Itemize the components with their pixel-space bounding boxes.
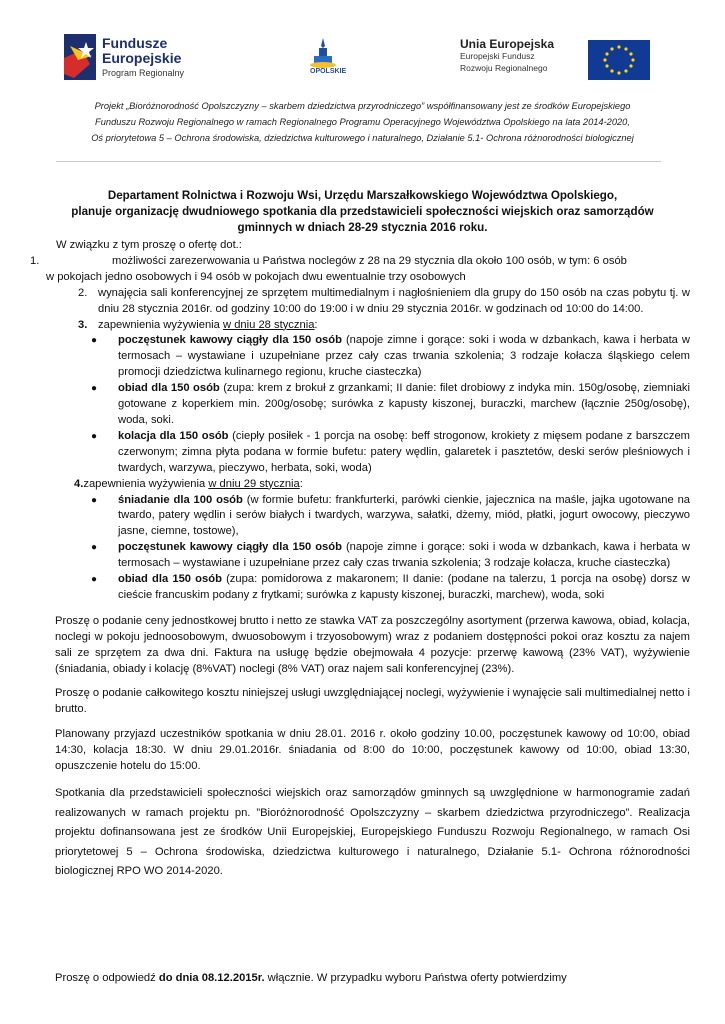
bullet-bold: kolacja dla 150 osób xyxy=(118,429,229,442)
final-paragraph xyxy=(55,970,683,986)
heading-line: planuje organizację dwudniowego spotkania dla przedstawicieli społeczności wiejskich oraz samorządów xyxy=(71,205,654,218)
bullet-icon: ● xyxy=(91,383,98,395)
bullet-icon: ● xyxy=(91,542,98,554)
item-text: wynajęcia sali konferencyjnej ze sprzętem multimedialnym i nagłośnieniem dla grupy do 150 osób na czas pobytu tj. w dniu 28 stycznia 2016r. od godziny 10:00 do 19:00 i w dniu 29 stycznia 2016r. w godzinach od 10:00 do 14:00. xyxy=(98,286,690,315)
paragraph: Spotkania dla przedstawicieli społeczności wiejskich oraz samorządów gminnych są uwzględnione w harmonogramie zadań realizowanych w ramach projektu pn. ”Bioróżnorodność Opolszczyzny – skarbem dziedzictwa przyrodniczego”. Realizacja projektu dofinansowana jest ze środków Unii Europejskiej, Europejskiego Funduszu Rozwoju Regionalnego, w ramach Osi priorytetowej 5 – Ochrona środowiska, dziedzictwa kulturowego i naturalnego, Działanie 5.1- Ochrona różnorodności biologicznej RPO WO 2014-2020. xyxy=(55,787,690,877)
bullet-bold: obiad dla 150 osób xyxy=(118,573,222,586)
fe-title-2: Europejskie xyxy=(102,50,182,66)
list-item-1-continuation: w pokojach jedno osobowych i 94 osób w pokojach dwu ewentualnie trzy osobowych xyxy=(46,270,466,283)
ue-title: Unia Europejska xyxy=(460,37,555,51)
bullet-text: (napoje zimne i gorące: soki i woda w dzbankach, kawa i herbata w termosach – wystawiane i uzupełniane przez cały czas trwania szkolenia; 3 rodzaje kołacza, kruche ciasteczka) xyxy=(118,541,690,570)
opolskie-logo xyxy=(292,38,364,88)
project-line: Oś priorytetowa 5 – Ochrona środowiska, dziedzictwa kulturowego i naturalnego, Działanie 5.1- Ochrona różnorodności biologicznej xyxy=(91,133,634,143)
bullet-item xyxy=(91,381,690,429)
bullet-bold: obiad dla 150 osób xyxy=(118,382,220,395)
project-line: Funduszu Rozwoju Regionalnego w ramach Regionalnego Programu Operacyjnego Województwa Opolskiego na lata 2014-2020, xyxy=(95,117,630,127)
bullet-item xyxy=(91,572,690,604)
ue-text xyxy=(460,38,554,74)
list-item-4 xyxy=(74,477,690,493)
list-item-1 xyxy=(30,254,690,270)
item-date: w dniu 29 stycznia xyxy=(208,477,300,490)
paragraph: Proszę o podanie ceny jednostkowej brutto i netto ze stawka VAT za poszczególny asortyment (przerwa kawowa, obiad, kolacja, noclegi w pokoju jednoosobowym, dwuosobowym i trzyosobowym) wraz z podaniem dostępności pokoi oraz kosztu za najem sali ze sprzętem za dwa dni. Faktura na usługę będzie obejmowała 4 pozycje: przerwę kawową (23% VAT), wyżywienie (śniadania, obiady i kolację (8%VAT) noclegi (8% VAT) oraz najem sali konferencyjnej (23%). xyxy=(55,614,690,675)
item-text: możliwości zarezerwowania u Państwa noclegów z 28 na 29 stycznia dla około 100 osób, w tym: 6 osób xyxy=(112,254,627,267)
item-text: zapewnienia wyżywienia xyxy=(83,477,209,490)
project-line: Projekt „Bioróżnorodność Opolszczyzny – skarbem dziedzictwa przyrodniczego” współfinansowany jest ze środków Europejskiego xyxy=(94,101,631,111)
item-date: w dniu 28 stycznia xyxy=(223,318,315,331)
fe-star-icon xyxy=(64,34,96,80)
heading-line: gminnych w dniach 28-29 stycznia 2016 roku. xyxy=(237,221,488,234)
item-colon: : xyxy=(314,318,318,331)
bullet-item xyxy=(91,493,691,541)
bullet-item xyxy=(91,540,690,572)
list-item-3 xyxy=(78,318,690,334)
item-number: 2. xyxy=(78,286,88,299)
fe-title-1: Fundusze xyxy=(102,35,168,51)
bullet-icon: ● xyxy=(91,494,98,506)
logo-bar xyxy=(60,30,665,88)
bullet-item xyxy=(91,333,690,381)
fe-text xyxy=(102,36,184,81)
list-item-2 xyxy=(78,286,690,318)
bullet-bold: poczęstunek kawowy ciągły dla 150 osób xyxy=(118,334,342,347)
document-heading xyxy=(55,188,670,236)
item-number: 1. xyxy=(30,254,40,267)
project-info xyxy=(30,98,695,146)
bullet-icon: ● xyxy=(91,430,98,442)
intro-line: W związku z tym proszę o ofertę dot.: xyxy=(56,239,242,251)
heading-line: Departament Rolnictwa i Rozwoju Wsi, Urzędu Marszałkowskiego Województwa Opolskiego, xyxy=(107,189,618,202)
item-colon: : xyxy=(299,477,303,490)
bullet-icon: ● xyxy=(91,335,98,347)
bullet-text: (w formie bufetu: frankfurterki, parówki cienkie, jajecznica na maśle, jajka ugotowane na twardo, patery wędlin i serów białych i twardych, warzywa, sałatki, dżemy, miód, płatki, jogurt owocowy, pieczywo jasne, ciemne, tostowe), xyxy=(118,493,691,538)
ue-sub-2: Rozwoju Regionalnego xyxy=(460,63,548,73)
bullet-bold: poczęstunek kawowy ciągły dla 150 osób xyxy=(118,541,342,554)
bullet-text: (zupa: krem z brokuł z grzankami; II danie: filet drobiowy z indyka min. 150g/osobę, ziemniaki gotowane z koperkiem min. 200g/osobę; surówka z kapusty kiszonej, buraczki, marchew (łącznie 250g/osobę), woda, soki. xyxy=(118,382,690,426)
item-number: 3. xyxy=(78,318,88,331)
ue-sub-1: Europejski Fundusz xyxy=(460,51,535,61)
fe-subtitle: Program Regionalny xyxy=(102,68,185,78)
paragraph: Proszę o podanie całkowitego kosztu niniejszej usługi uwzględniającej noclegi, wyżywienie i wynajęcie sali multimedialnej netto i brutto. xyxy=(55,687,690,716)
paragraph: Planowany przyjazd uczestników spotkania w dniu 28.01. 2016 r. około godziny 10.00, poczęstunek kawowy od 10:00, obiad 14:30, kolacja 18:30. W dniu 29.01.2016r. śniadania od 8:00 do 10:00, poczęstunek kawowy od 10:00, obiad 13:30, opuszczenie hotelu do 15:00. xyxy=(55,728,690,773)
bullet-text: (zupa: pomidorowa z makaronem; II danie: (podane na talerzu, 1 porcja na osobę) dorsz w cieście francuskim podany z frytkami; surówka z kapusty kiszonej, buraczki, marchew), woda, soki xyxy=(118,573,690,601)
item-number: 4. xyxy=(74,477,84,490)
bullet-bold: śniadanie dla 100 osób xyxy=(118,493,243,506)
bullet-text: (ciepły posiłek - 1 porcja na osobę: beff strogonow, krokiety z mięsem podane z barszczem czerwonym; zimna płyta podana w formie bufetu: patery wędlin, galaretek i pasztetów, deski serów pleśniowych i twardych, warzywa, pieczywo, herbata, soki, woda) xyxy=(118,429,690,474)
bullet-text: (napoje zimne i gorące: soki i woda w dzbankach, kawa i herbata w termosach – wystawiane i uzupełniane przez cały czas trwania szkolenia; 3 rodzaje kołacza śląskiego celem promocji dziedzictwa kulinarnego regionu, kruche ciasteczka) xyxy=(118,334,690,379)
document-body xyxy=(30,238,690,882)
opolskie-text: OPOLSKIE xyxy=(310,68,347,75)
opolskie-emblem-icon xyxy=(308,38,338,68)
final-deadline: do dnia 08.12.2015r. xyxy=(158,972,265,984)
bullet-item xyxy=(91,429,690,477)
final-pre: Proszę o odpowiedź xyxy=(55,972,159,984)
bullet-icon: ● xyxy=(91,574,98,586)
item-text: zapewnienia wyżywienia xyxy=(98,318,223,331)
fundusze-europejskie-logo xyxy=(64,34,214,84)
eu-flag-icon xyxy=(588,40,650,80)
final-post: włącznie. W przypadku wyboru Państwa oferty potwierdzimy xyxy=(264,972,567,984)
unia-europejska-logo xyxy=(460,38,660,82)
divider xyxy=(56,161,661,162)
